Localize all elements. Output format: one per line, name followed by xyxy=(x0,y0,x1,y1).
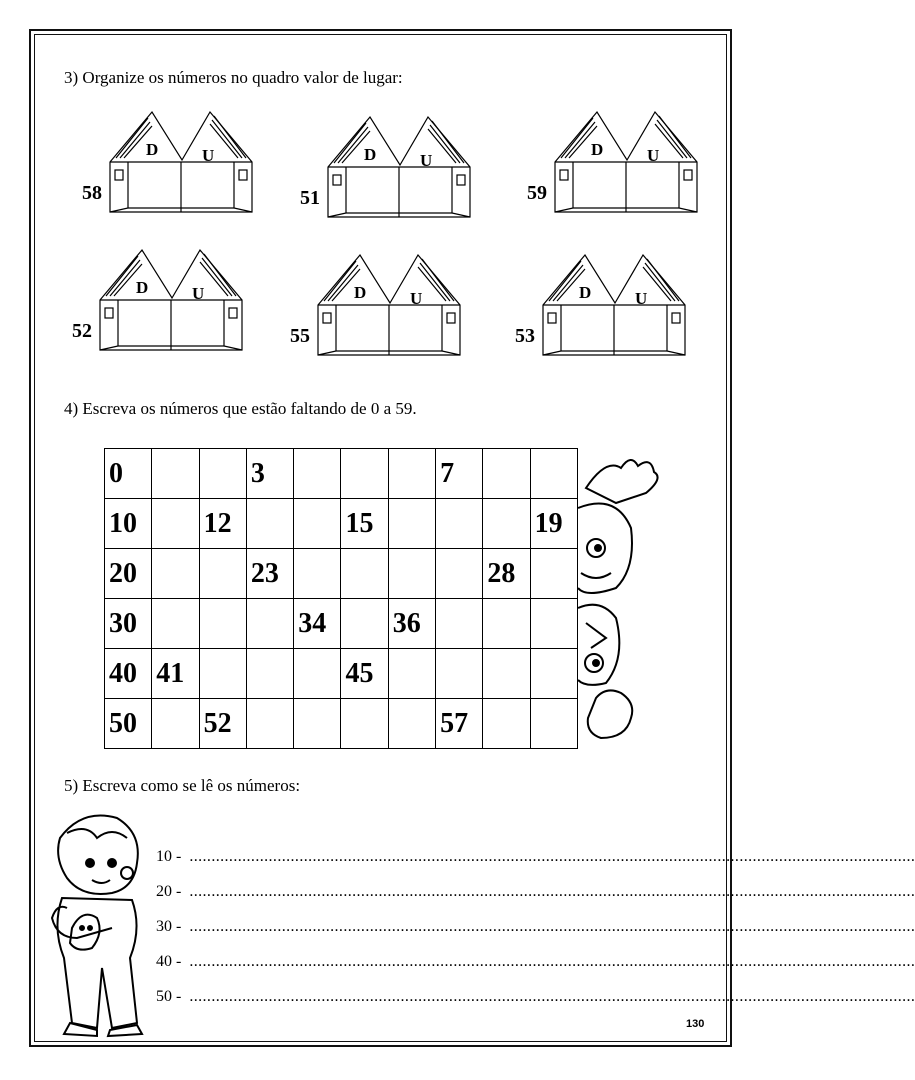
grid-cell-blank xyxy=(530,699,577,749)
grid-cell-number: 23 xyxy=(246,549,293,599)
reading-line xyxy=(156,988,915,1006)
units-label: U xyxy=(635,289,648,308)
units-label: U xyxy=(647,146,660,165)
house-chart-2 xyxy=(300,117,498,227)
grid-cell-blank xyxy=(436,499,483,549)
grid-cell-blank xyxy=(246,499,293,549)
units-label: U xyxy=(202,146,215,165)
grid-cell-number: 7 xyxy=(436,449,483,499)
grid-cell-number: 15 xyxy=(341,499,388,549)
grid-cell-number: 34 xyxy=(294,599,341,649)
grid-cell-blank xyxy=(483,649,530,699)
grid-cell-blank xyxy=(530,549,577,599)
grid-cell-number: 19 xyxy=(530,499,577,549)
thumbs-up-hand xyxy=(588,690,632,738)
grid-cell-blank xyxy=(436,599,483,649)
grid-cell-blank xyxy=(388,549,435,599)
grid-cell-blank xyxy=(483,449,530,499)
tens-label: D xyxy=(364,145,377,164)
grid-row xyxy=(105,699,578,749)
grid-cell-blank xyxy=(294,499,341,549)
grid-cell-number: 12 xyxy=(199,499,246,549)
grid-cell-blank xyxy=(341,449,388,499)
line-prefix: 40 - xyxy=(156,953,182,970)
grid-cell-blank xyxy=(388,699,435,749)
house-number: 58 xyxy=(82,182,102,204)
page-number: 130 xyxy=(686,1018,705,1030)
kid-head-bottom xyxy=(578,605,619,685)
exercise-3-title: 3) Organize os números no quadro valor de lugar: xyxy=(64,68,403,87)
house-drawing xyxy=(100,250,270,360)
reading-line xyxy=(156,848,915,866)
grid-cell-blank xyxy=(483,699,530,749)
waving-hand xyxy=(586,460,658,503)
grid-cell-blank xyxy=(199,599,246,649)
house-number: 51 xyxy=(300,187,320,209)
grid-row xyxy=(105,549,578,599)
grid-cell-blank xyxy=(152,499,199,549)
grid-cell-blank xyxy=(199,549,246,599)
grid-row xyxy=(105,449,578,499)
grid-cell-blank xyxy=(388,649,435,699)
grid-cell-number: 52 xyxy=(199,699,246,749)
grid-cell-blank xyxy=(294,449,341,499)
tens-label: D xyxy=(591,140,604,159)
grid-cell-number: 0 xyxy=(105,449,152,499)
write-in-dots[interactable]: ..................................................................................................................................................................... xyxy=(189,883,915,900)
tens-label: D xyxy=(354,283,367,302)
house-number: 55 xyxy=(290,325,310,347)
tens-label: D xyxy=(146,140,159,159)
house-chart-6 xyxy=(515,255,713,365)
grid-cell-blank xyxy=(152,549,199,599)
grid-cell-blank xyxy=(436,649,483,699)
grid-cell-number: 57 xyxy=(436,699,483,749)
house-number: 53 xyxy=(515,325,535,347)
line-prefix: 50 - xyxy=(156,988,182,1005)
house-drawing xyxy=(555,112,725,222)
grid-row xyxy=(105,649,578,699)
house-chart-4 xyxy=(72,250,270,360)
grid-cell-blank xyxy=(483,599,530,649)
grid-row xyxy=(105,599,578,649)
house-chart-5 xyxy=(290,255,488,365)
write-in-dots[interactable]: ..................................................................................................................................................................... xyxy=(189,953,915,970)
units-label: U xyxy=(410,289,423,308)
tens-label: D xyxy=(579,283,592,302)
grid-cell-blank xyxy=(246,599,293,649)
grid-cell-number: 30 xyxy=(105,599,152,649)
grid-cell-number: 10 xyxy=(105,499,152,549)
write-in-dots[interactable]: ..................................................................................................................................................................... xyxy=(189,848,915,865)
house-drawing xyxy=(328,117,498,227)
grid-cell-blank xyxy=(388,499,435,549)
grid-cell-number: 3 xyxy=(246,449,293,499)
grid-cell-blank xyxy=(199,649,246,699)
grid-cell-number: 45 xyxy=(341,649,388,699)
grid-cell-blank xyxy=(294,699,341,749)
house-drawing xyxy=(318,255,488,365)
grid-cell-number: 40 xyxy=(105,649,152,699)
grid-cell-blank xyxy=(246,699,293,749)
grid-cell-blank xyxy=(388,449,435,499)
number-grid xyxy=(104,448,578,749)
write-in-dots[interactable]: ..................................................................................................................................................................... xyxy=(189,988,915,1005)
house-number: 52 xyxy=(72,320,92,342)
house-chart-3 xyxy=(527,112,725,222)
line-prefix: 20 - xyxy=(156,883,182,900)
exercise-5-title: 5) Escreva como se lê os números: xyxy=(64,776,301,795)
reading-line xyxy=(156,953,915,971)
kids-peeking-illustration xyxy=(576,448,666,748)
tens-label: D xyxy=(136,278,149,297)
grid-cell-blank xyxy=(246,649,293,699)
grid-cell-blank xyxy=(341,549,388,599)
house-chart-1 xyxy=(82,112,280,222)
grid-cell-blank xyxy=(294,649,341,699)
exercise-4-title: 4) Escreva os números que estão faltando de 0 a 59. xyxy=(64,399,417,418)
grid-cell-blank xyxy=(199,449,246,499)
grid-cell-blank xyxy=(294,549,341,599)
units-label: U xyxy=(420,151,433,170)
house-drawing xyxy=(110,112,280,222)
reading-line xyxy=(156,918,915,936)
grid-cell-number: 20 xyxy=(105,549,152,599)
boy-with-cat-illustration xyxy=(42,808,154,1038)
grid-cell-blank xyxy=(436,549,483,599)
grid-cell-number: 50 xyxy=(105,699,152,749)
grid-cell-blank xyxy=(483,499,530,549)
house-number: 59 xyxy=(527,182,547,204)
grid-cell-blank xyxy=(530,649,577,699)
grid-cell-number: 28 xyxy=(483,549,530,599)
grid-cell-blank xyxy=(152,699,199,749)
reading-line xyxy=(156,883,915,901)
grid-cell-blank xyxy=(530,599,577,649)
grid-cell-number: 41 xyxy=(152,649,199,699)
grid-cell-number: 36 xyxy=(388,599,435,649)
line-prefix: 10 - xyxy=(156,848,182,865)
grid-cell-blank xyxy=(341,699,388,749)
grid-row xyxy=(105,499,578,549)
grid-cell-blank xyxy=(341,599,388,649)
house-drawing xyxy=(543,255,713,365)
line-prefix: 30 - xyxy=(156,918,182,935)
write-in-dots[interactable]: ..................................................................................................................................................................... xyxy=(189,918,915,935)
grid-cell-blank xyxy=(530,449,577,499)
grid-cell-blank xyxy=(152,449,199,499)
grid-cell-blank xyxy=(152,599,199,649)
units-label: U xyxy=(192,284,205,303)
